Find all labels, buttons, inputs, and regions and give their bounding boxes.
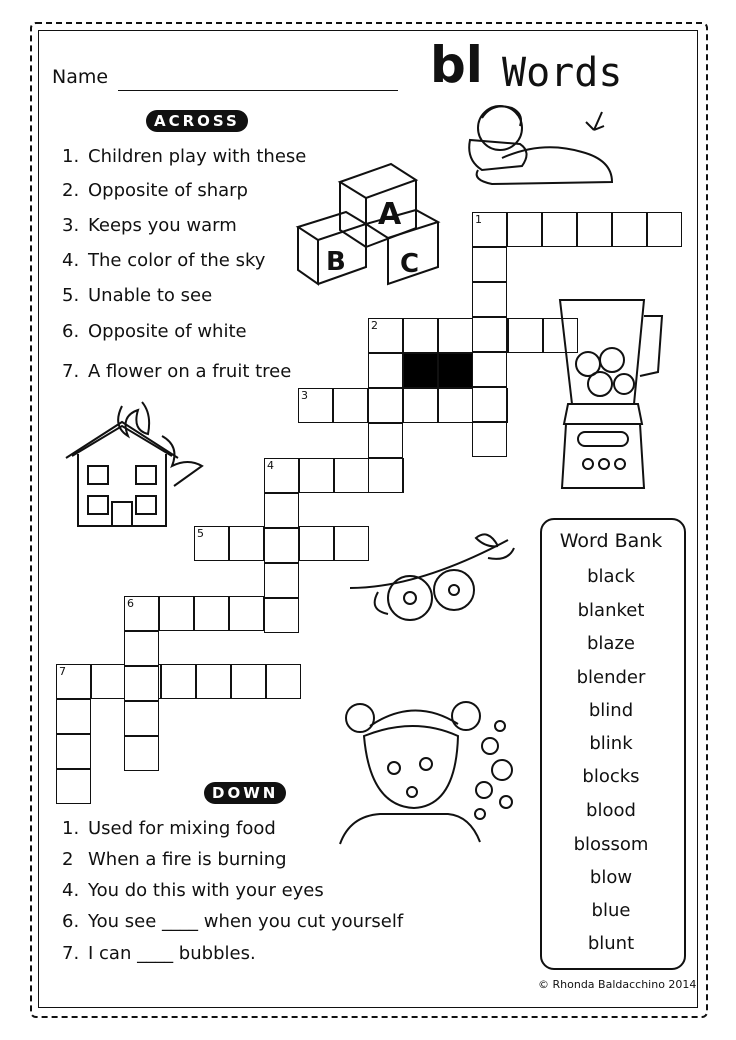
crossword-cell[interactable] — [196, 664, 231, 699]
word-bank-title: Word Bank — [559, 530, 663, 552]
crossword-cell[interactable] — [577, 212, 612, 247]
crossword-cell[interactable] — [264, 493, 299, 528]
across-clue — [62, 250, 265, 271]
crossword-cell[interactable] — [124, 666, 159, 701]
crossword-cell[interactable] — [229, 596, 264, 631]
crossword-cell[interactable] — [368, 423, 403, 458]
svg-text:A: A — [378, 197, 402, 232]
crossword-cell[interactable] — [368, 388, 403, 423]
svg-text:B: B — [326, 247, 346, 277]
word-bank-word: blanket — [577, 600, 645, 621]
burning-house-illustration — [62, 396, 212, 531]
down-clue — [62, 818, 276, 839]
across-clue — [62, 285, 212, 306]
crossword-cell[interactable] — [472, 352, 507, 387]
across-clue — [62, 321, 247, 342]
crossword-cell[interactable] — [124, 631, 159, 666]
clue-text: You do this with your eyes — [88, 880, 324, 901]
crossword-cell[interactable] — [368, 458, 403, 493]
clue-number: 4. — [62, 250, 80, 271]
word-bank-word: blunt — [587, 933, 635, 954]
crossword-cell[interactable] — [403, 388, 438, 423]
crossword-cell[interactable] — [56, 699, 91, 734]
crossword-cell[interactable] — [542, 212, 577, 247]
word-bank-word: blender — [576, 667, 646, 688]
clue-number: 1. — [62, 146, 80, 167]
crossword-black-cell — [403, 353, 438, 388]
down-heading: DOWN — [204, 782, 286, 804]
clue-text: Opposite of white — [88, 321, 247, 342]
crossword-cell[interactable] — [334, 458, 369, 493]
crossword-cell-number: 6 — [127, 597, 134, 610]
clue-number: 6. — [62, 321, 80, 342]
clue-number: 3. — [62, 215, 80, 236]
clue-number: 7. — [62, 943, 80, 964]
name-field[interactable] — [118, 90, 398, 91]
clue-text: When a fire is burning — [88, 849, 287, 870]
crossword-cell[interactable] — [229, 526, 264, 561]
sleeping-child-blanket-illustration — [462, 100, 632, 195]
crossword-cell[interactable] — [612, 212, 647, 247]
clue-text: You see ____ when you cut yourself — [88, 911, 404, 932]
crossword-cell[interactable] — [264, 563, 299, 598]
clue-number: 5. — [62, 285, 80, 306]
crossword-cell[interactable] — [161, 664, 196, 699]
across-clue — [62, 215, 237, 236]
blender-illustration — [548, 292, 666, 492]
crossword-cell[interactable] — [507, 212, 542, 247]
crossword-cell[interactable] — [299, 458, 334, 493]
crossword-cell[interactable] — [647, 212, 682, 247]
clue-text: Used for mixing food — [88, 818, 276, 839]
crossword-cell[interactable] — [472, 422, 507, 457]
crossword-cell[interactable] — [299, 526, 334, 561]
clue-text: I can ____ bubbles. — [88, 943, 256, 964]
svg-text:C: C — [400, 249, 420, 279]
word-bank-word: blood — [586, 800, 636, 821]
word-bank-word: blue — [591, 900, 631, 921]
crossword-cell[interactable] — [438, 388, 473, 423]
crossword-cell-number: 5 — [197, 527, 204, 540]
word-bank-word: blink — [589, 733, 633, 754]
crossword-cell[interactable] — [472, 282, 507, 317]
copyright-text: © Rhonda Baldacchino 2014 — [538, 978, 697, 991]
clue-number: 6. — [62, 911, 80, 932]
crossword-cell-number: 1 — [475, 213, 482, 226]
crossword-cell[interactable] — [368, 353, 403, 388]
crossword-cell[interactable] — [333, 388, 368, 423]
clue-number: 2. — [62, 180, 80, 201]
crossword-cell[interactable] — [159, 596, 194, 631]
crossword-cell-number: 4 — [267, 459, 274, 472]
crossword-cell-number: 3 — [301, 389, 308, 402]
clue-number: 1. — [62, 818, 80, 839]
word-bank-word: blocks — [582, 766, 640, 787]
crossword-cell[interactable] — [508, 318, 543, 353]
crossword-cell[interactable] — [472, 247, 507, 282]
crossword-cell[interactable] — [91, 664, 126, 699]
crossword-cell[interactable] — [124, 736, 159, 771]
crossword-cell-number: 2 — [371, 319, 378, 332]
blossom-branch-illustration — [348, 528, 518, 633]
clue-text: Unable to see — [88, 285, 213, 306]
clue-text: A flower on a fruit tree — [88, 361, 292, 382]
across-clue — [62, 361, 291, 382]
crossword-cell[interactable] — [231, 664, 266, 699]
crossword-cell[interactable] — [403, 318, 438, 353]
down-clue — [62, 849, 287, 870]
clue-text: The color of the sky — [88, 250, 266, 271]
word-bank-word: blaze — [587, 633, 635, 654]
crossword-cell[interactable] — [56, 734, 91, 769]
across-heading: ACROSS — [146, 110, 248, 132]
crossword-cell[interactable] — [438, 318, 473, 353]
girl-blowing-bubbles-illustration — [330, 696, 530, 846]
title-prefix: bl — [430, 36, 483, 94]
across-clue — [62, 146, 306, 167]
word-bank-word: black — [587, 566, 635, 587]
crossword-cell[interactable] — [124, 701, 159, 736]
across-clue — [62, 180, 248, 201]
crossword-cell[interactable] — [264, 598, 299, 633]
clue-number: 7. — [62, 361, 80, 382]
down-clue — [62, 880, 324, 901]
word-bank-word: blow — [589, 867, 633, 888]
word-bank-word: blossom — [573, 834, 649, 855]
crossword-cell[interactable] — [264, 528, 299, 563]
crossword-cell[interactable] — [56, 769, 91, 804]
title-suffix: Words — [502, 50, 623, 96]
clue-text: Keeps you warm — [88, 215, 237, 236]
crossword-cell-number: 7 — [59, 665, 66, 678]
down-clue — [62, 911, 403, 932]
crossword-cell[interactable] — [266, 664, 301, 699]
clue-number: 4. — [62, 880, 80, 901]
clue-number: 2 — [62, 849, 74, 870]
name-label: Name — [52, 66, 109, 88]
crossword-cell[interactable] — [472, 317, 507, 352]
crossword-cell[interactable] — [472, 387, 507, 422]
down-clue — [62, 943, 256, 964]
clue-text: Children play with these — [88, 146, 307, 167]
crossword-black-cell — [438, 353, 473, 388]
crossword-cell[interactable] — [194, 596, 229, 631]
word-bank-word: blind — [588, 700, 634, 721]
clue-text: Opposite of sharp — [88, 180, 248, 201]
abc-blocks-illustration — [296, 152, 441, 287]
